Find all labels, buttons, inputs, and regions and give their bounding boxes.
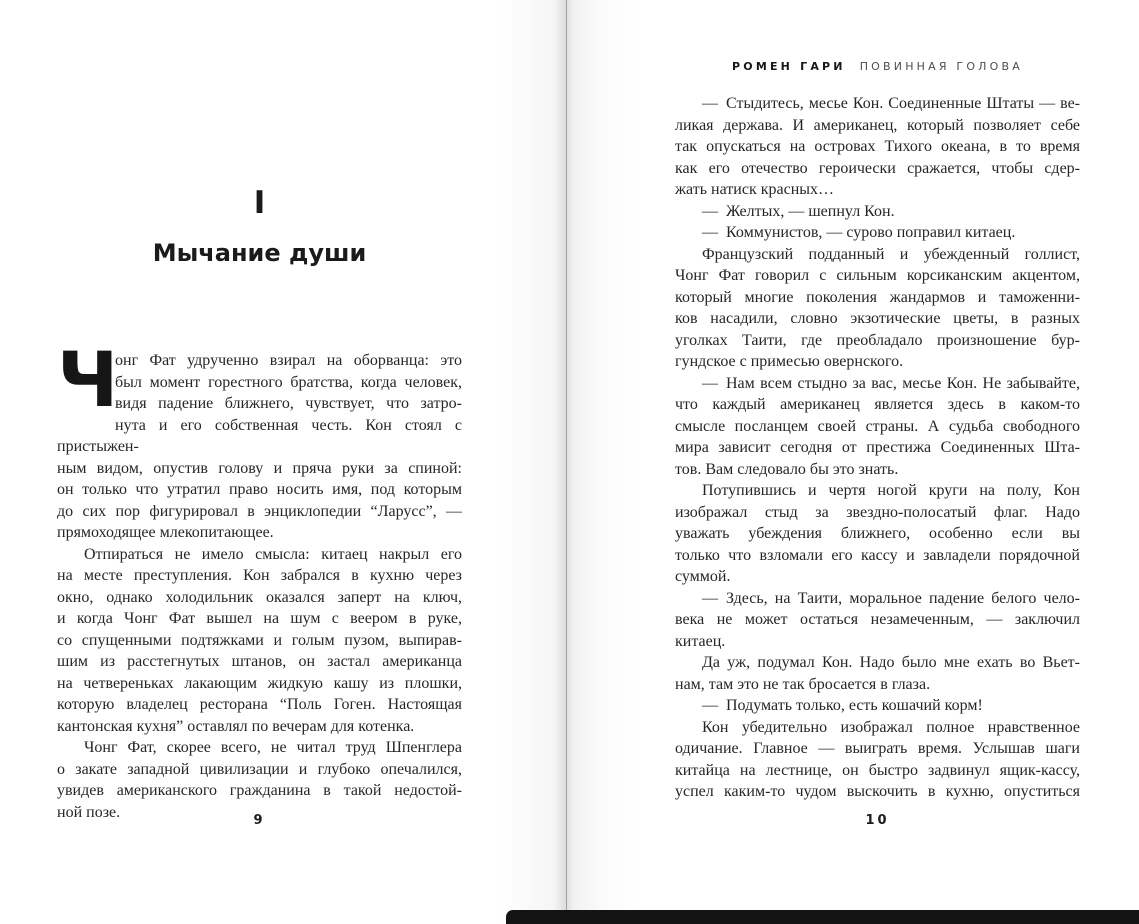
paragraph [675, 222, 1080, 244]
paragraph [57, 737, 462, 823]
paragraph [675, 244, 1080, 373]
text-line: века не может остаться незамеченным, — заключил [675, 611, 1080, 628]
text-line: он только что утратил право носить имя, под которым [57, 481, 462, 498]
text-line: на месте преступления. Кон забрался в кухню через [57, 567, 462, 584]
text-line: — Нам всем стыдно за вас, месье Кон. Не забывайте, [702, 374, 1080, 392]
text-line: китаец. [675, 632, 726, 650]
running-header-title: ПОВИННАЯ ГОЛОВА [859, 60, 1023, 73]
paragraph [675, 93, 1080, 201]
paragraph [675, 480, 1080, 588]
text-line: только что взломали его кассу и завладели порядочной [675, 546, 1080, 564]
text-line: изображал стыд за звездно-полосатый флаг. Надо [675, 503, 1080, 521]
running-header [635, 61, 1120, 72]
text-line: Кон убедительно изображал полное нравственное [702, 718, 1080, 736]
paragraph [675, 717, 1080, 803]
text-line: Французский подданный и убежденный голлист, [702, 245, 1080, 263]
chapter-title: Мычание души [152, 239, 367, 267]
page-gutter-shadow [498, 0, 644, 924]
paragraph [675, 373, 1080, 481]
left-page-number: 9 [253, 813, 266, 828]
text-line: тов. Вам следовало бы это знать. [675, 460, 899, 478]
text-line: так опускаться на островах Тихого океана, в то время [675, 138, 1080, 155]
text-line: жать натиск красных… [675, 181, 834, 198]
text-line: гундское с примесью овернского. [675, 353, 904, 370]
chapter-number: I [253, 185, 266, 221]
right-page-number: 10 [865, 813, 890, 828]
text-line: китайца на лестнице, он быстро задвинул ящик-кассу, [675, 761, 1080, 779]
text-line: уголках Таити, где преобладало произношение бур- [675, 331, 1080, 349]
text-line: смысле посланцем своей страны. А судьба свободного [675, 417, 1080, 435]
text-line: ков насадили, словно экзотические цветы, в разных [675, 310, 1080, 327]
text-line: ной позе. [57, 803, 121, 821]
paragraph [57, 335, 462, 544]
text-line: нута и его собственная честь. Кон стоял с пристыжен- [57, 416, 462, 455]
text-line: — Коммунистов, — сурово поправил китаец. [702, 224, 1016, 241]
text-line: одичание. Главное — выиграть время. Услышав шаги [675, 740, 1080, 757]
text-line: Да уж, подумал Кон. Надо было мне ехать во Вьет- [702, 654, 1080, 671]
text-line: до сих пор фигурировал в энциклопедии “Ларусс”, — [57, 502, 462, 520]
text-line: Потупившись и чертя ногой круги на полу, Кон [702, 482, 1080, 499]
text-line: мира зависит сегодня от престижа Соединенных Шта- [675, 439, 1080, 456]
text-line: был момент горестного братства, когда человек, [115, 373, 462, 391]
text-line: прямоходящее млекопитающее. [57, 524, 274, 541]
text-line: шим из расстегнутых штанов, он застал американца [57, 653, 462, 670]
right-page [675, 0, 1080, 924]
text-line: — Желтых, — шепнул Кон. [702, 202, 895, 220]
text-line: окно, однако холодильник оказался заперт на ключ, [57, 588, 462, 606]
text-line: которую владелец ресторана “Поль Гоген. Настоящая [57, 696, 462, 713]
text-line: ликая держава. И американец, который позволяет себе [675, 116, 1080, 134]
text-line: со спущенными подтяжками и голым пузом, выпирав- [57, 631, 462, 649]
text-line: видя падение ближнего, чувствует, что затро- [115, 395, 462, 412]
text-line: успел каким-то чудом выскочить в кухню, опуститься [675, 783, 1080, 800]
text-line: — Подумать только, есть кошачий корм! [702, 697, 983, 714]
paragraph [675, 588, 1080, 653]
text-line: ным видом, опустив голову и пряча руки за спиной: [57, 459, 462, 477]
text-line: кантонская кухня” оставлял по вечерам для котенка. [57, 717, 415, 735]
page-gutter-line [566, 0, 567, 924]
text-line: Чонг Фат, скорее всего, не читал труд Шпенглера [84, 739, 462, 756]
text-line: Отпираться не имело смысла: китаец накрыл его [84, 545, 462, 563]
text-line: о закате западной цивилизации и глубоко опечалился, [57, 760, 462, 778]
text-line: суммой. [675, 568, 731, 585]
text-line: — Здесь, на Таити, моральное падение белого чело- [702, 589, 1080, 607]
text-line: как его отечество героически сражается, чтобы сдер- [675, 159, 1080, 177]
paragraph [675, 201, 1080, 223]
text-line: который многие поколения жандармов и таможенни- [675, 288, 1080, 306]
text-line: что каждый американец является здесь в каком-то [675, 396, 1080, 413]
paragraph [675, 652, 1080, 695]
text-line: онг Фат удрученно взирал на оборванца: это [115, 352, 462, 369]
text-line: и когда Чонг Фат вышел на шум с веером в руке, [57, 610, 462, 627]
paragraph [675, 695, 1080, 717]
bottom-overlay-bar [506, 910, 1139, 924]
running-header-author: РОМЕН ГАРИ [732, 60, 846, 73]
left-page [57, 0, 462, 924]
text-line: увидев американского гражданина в такой недостой- [57, 782, 462, 799]
left-page-body [57, 335, 462, 823]
right-page-body [675, 93, 1080, 803]
text-line: Чонг Фат говорил с сильным корсиканским акцентом, [675, 267, 1080, 284]
text-line: уважать убеждения ближнего, особенно если вы [675, 525, 1080, 542]
paragraph [57, 544, 462, 738]
text-line: на четвереньках лакающим жидкую кашу из плошки, [57, 674, 462, 692]
text-line: нам, там это не так бросается в глаза. [675, 675, 931, 693]
drop-cap: Ч [57, 335, 119, 424]
text-line: — Стыдитесь, месье Кон. Соединенные Штаты — ве- [702, 95, 1080, 112]
